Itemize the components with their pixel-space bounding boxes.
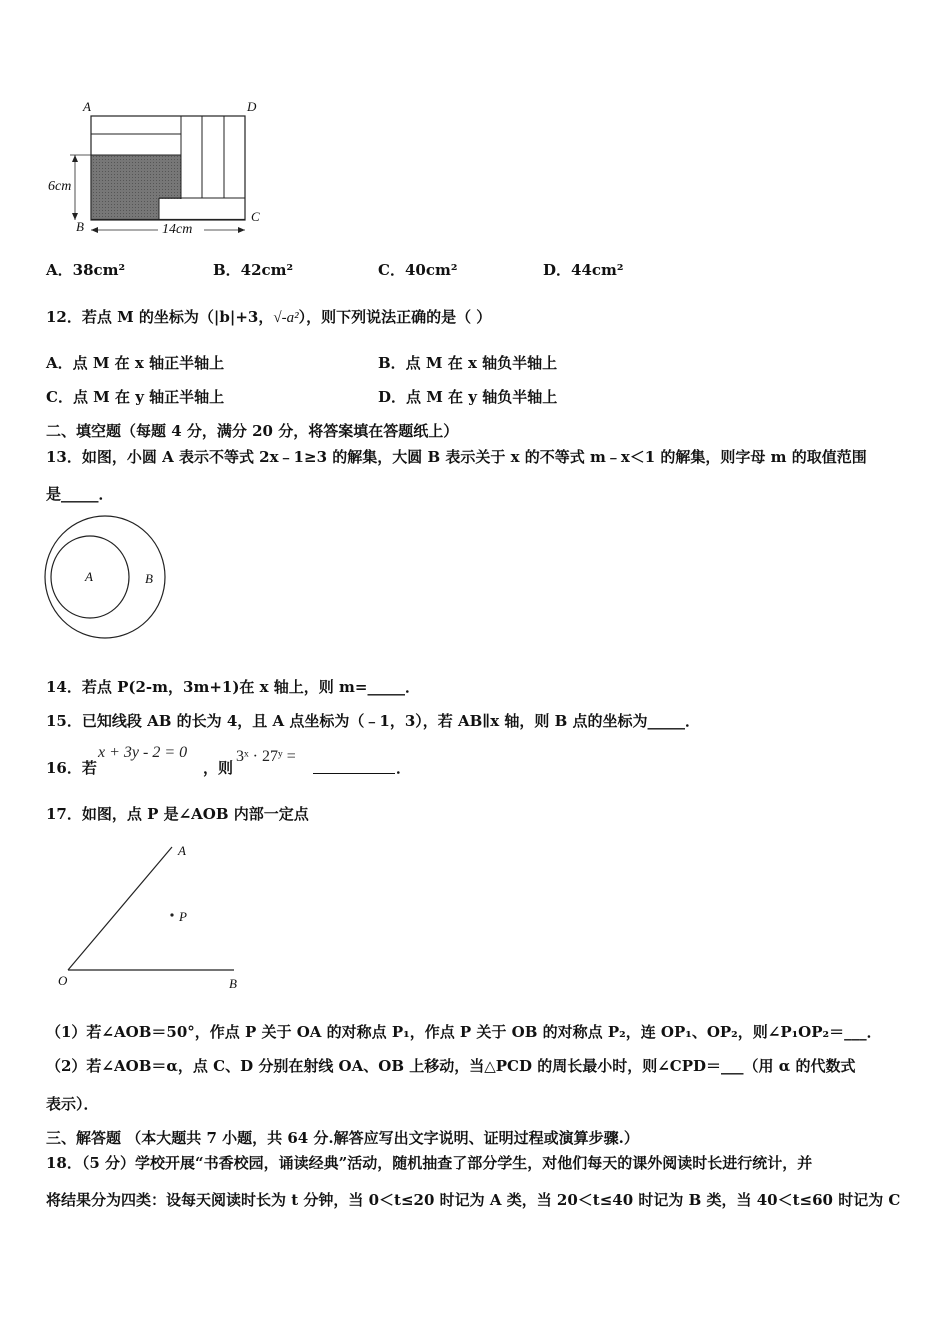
q16-middle: ，则 — [203, 759, 234, 777]
q12-stem-post: ），则下列说法正确的是（ ） — [298, 308, 492, 326]
q13-line2: 是_____． — [46, 485, 114, 503]
q17-stem: 17．如图，点 P 是∠AOB 内部一定点 — [46, 805, 309, 823]
q13-line1: 13．如图，小圆 A 表示不等式 2x﹣1≥3 的解集，大圆 B 表示关于 x 的不等式 m﹣x＜1 的解集，则字母 m 的取值范围 — [46, 448, 867, 466]
q17-label-b: B — [229, 976, 237, 991]
q17-part1: （1）若∠AOB＝50°，作点 P 关于 OA 的对称点 P₁，作点 P 关于 OB 的对称点 P₂，连 OP₁、OP₂，则∠P₁OP₂＝___． — [46, 1023, 882, 1041]
q12-option-a: A．点 M 在 x 轴正半轴上 — [46, 354, 225, 372]
q16-suffix: ． — [396, 759, 412, 777]
q11-option-d: D．44cm² — [543, 261, 624, 279]
q17-label-o: O — [58, 973, 68, 988]
q18-line2: 将结果分为四类：设每天阅读时长为 t 分钟，当 0＜t≤20 时记为 A 类，当 20＜t≤40 时记为 B 类，当 40＜t≤60 时记为 C — [46, 1191, 901, 1209]
circle-b-label: B — [145, 571, 153, 586]
point-p — [170, 913, 173, 916]
ray-oa — [68, 847, 172, 970]
q12-option-d: D．点 M 在 y 轴负半轴上 — [378, 388, 558, 406]
label-c: C — [251, 209, 260, 224]
circle-a-label: A — [85, 569, 93, 584]
q12-stem — [46, 308, 491, 327]
q17-figure — [68, 847, 234, 970]
q16-prefix: 16．若 — [46, 759, 97, 777]
section2-heading: 二、填空题（每题 4 分，满分 20 分，将答案填在答题纸上） — [46, 422, 459, 440]
q16-expression: 3ˣ · 27ʸ = — [236, 748, 296, 765]
q14: 14．若点 P(2-m，3m+1)在 x 轴上，则 m=_____． — [46, 678, 420, 696]
q17-label-p: P — [179, 909, 187, 924]
q12-sqrt: √-a² — [273, 310, 299, 326]
q12-option-c: C．点 M 在 y 轴正半轴上 — [46, 388, 225, 406]
q11-option-c: C．40cm² — [378, 261, 458, 279]
label-d: D — [247, 99, 257, 114]
height-label: 6cm — [48, 179, 72, 194]
label-b: B — [76, 219, 84, 234]
width-label: 14cm — [162, 222, 193, 237]
q11-option-b: B．42cm² — [213, 261, 294, 279]
q16-equation: x + 3y - 2 = 0 — [98, 744, 188, 761]
q17-part2-line2: 表示）． — [46, 1095, 99, 1113]
q12-stem-pre: 12．若点 M 的坐标为（|b|+3， — [46, 308, 274, 326]
q11-option-a: A．38cm² — [46, 261, 126, 279]
q17-part2-line1: （2）若∠AOB＝α，点 C、D 分别在射线 OA、OB 上移动，当△PCD 的周长最小时，则∠CPD＝___（用 α 的代数式 — [46, 1057, 856, 1075]
label-a: A — [83, 99, 91, 114]
section3-heading: 三、解答题 （本大题共 7 小题，共 64 分.解答应写出文字说明、证明过程或演算步骤.） — [46, 1129, 639, 1147]
q18-line1: 18．（5 分）学校开展“书香校园，诵读经典”活动，随机抽查了部分学生，对他们每天的课外阅读时长进行统计，并 — [46, 1154, 813, 1172]
q16-answer-blank[interactable] — [313, 759, 395, 778]
q17-label-a: A — [178, 843, 186, 858]
q12-option-b: B．点 M 在 x 轴负半轴上 — [378, 354, 558, 372]
q15: 15．已知线段 AB 的长为 4，且 A 点坐标为（﹣1，3），若 AB∥x 轴，则 B 点的坐标为_____． — [46, 712, 701, 730]
